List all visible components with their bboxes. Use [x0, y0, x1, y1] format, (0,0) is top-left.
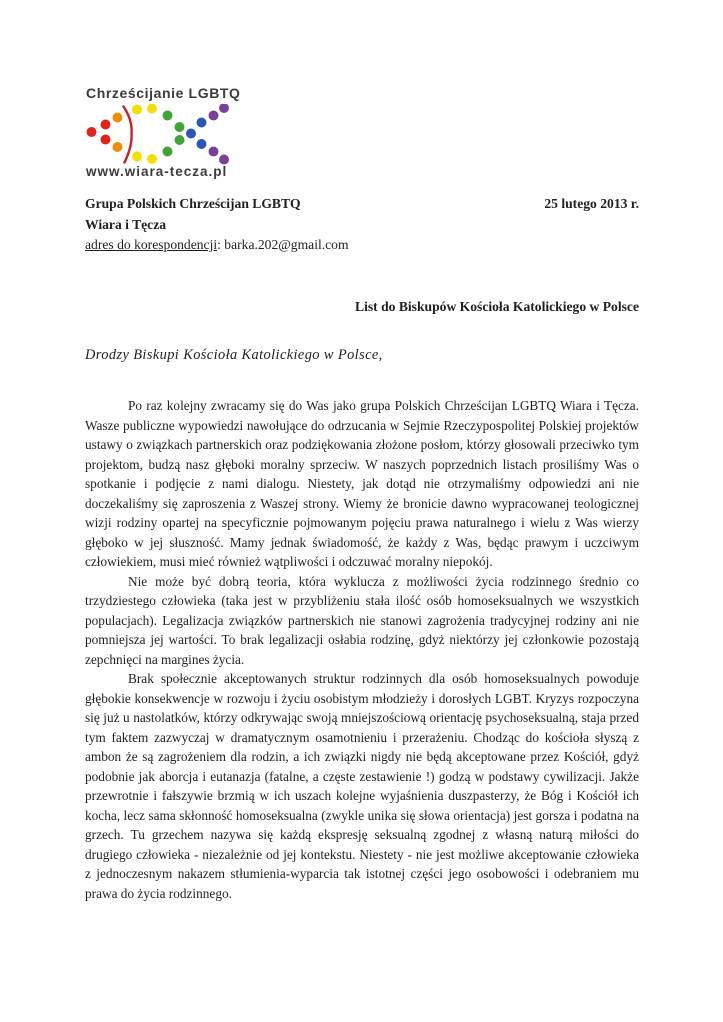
logo-website-text: www.wiara-tecza.pl — [86, 164, 228, 179]
sender-org-subname: Wiara i Tęcza — [85, 216, 167, 232]
logo-brand-text: Chrześcijanie LGBTQ — [86, 85, 241, 101]
sender-block — [85, 194, 639, 256]
letter-date: 25 lutego 2013 r. — [544, 196, 639, 211]
letter-salutation: Drodzy Biskupi Kościoła Katolickiego w Polsce, — [85, 347, 383, 363]
rainbow-fish-icon — [84, 104, 236, 165]
letter-title: List do Biskupów Kościoła Katolickiego w Polsce — [355, 299, 639, 314]
letter-paragraph-3: Brak społecznie akceptowanych struktur rodzinnych dla osób homoseksualnych powoduje głębokie konsekwencje w rozwoju i życiu osobistym młodzieży i dorosłych LGBT. Kryzys rozpoczyna się już u nastolatków, którzy odkrywając swoją mniejszościową orientację psychoseksualną, staja przed tym faktem zazwyczaj w dramatycznym osamotnieniu i przerażeniu. Chodząc do kościoła słyszą z ambon że są zagrożeniem dla rodzin, a ich związki nigdy nie będą akceptowane przez Kościół, gdyż podobnie jak aborcja i eutanazja (fatalne, a częste zestawienie !) godzą w podstawy cywilizacji. Jakże przewrotnie i fałszywie brzmią w ich uszach kolejne wyjaśnienia duszpasterzy, że Bóg i Kościół ich kocha, lecz sama skłonność homoseksualna (zwykle unika się słowa orientacja) jest gorsza i podatna na grzech. Tu grzechem nazywa się każdą ekspresję seksualną zgodnej z własną naturą miłości do drugiego człowieka - niezależnie od jej kontekstu. Niestety - nie jest możliwe akceptowanie człowieka z jednoczesnym nakazem stłumienia-wyparcia tak istotnej części jego osobowości i odebraniem mu prawa do życia rodzinnego. — [85, 671, 639, 901]
contact-email: : barka.202@gmail.com — [217, 237, 349, 253]
contact-label: adres do korespondencji — [85, 237, 218, 253]
sender-org-name: Grupa Polskich Chrześcijan LGBTQ — [85, 196, 301, 211]
letter-paragraph-2: Nie może być dobrą teoria, która wyklucza z możliwości życia rodzinnego średnio co trzydziestego człowieka (taka jest w przybliżeniu stała ilość osób homoseksualnych we wszystkich populacjach). Legalizacja związków partnerskich nie stanowi zagrożenia tradycyjnej rodziny ani nie pomniejsza jej wartości. To brak legalizacji osłabia rodzinę, gdyż niektórzy jej członkowie pozostają zepchnięci na margines życia. — [85, 573, 639, 667]
contact-line — [85, 235, 639, 256]
letter-body — [85, 396, 639, 903]
letter-paragraph-1: Po raz kolejny zwracamy się do Was jako grupa Polskich Chrześcijan LGBTQ Wiara i Tęcza. Wasze publiczne wypowiedzi nawołujące do odrzucania w Sejmie Rzeczypospolitej Polskiej projektów ustawy o związkach partnerskich oraz podziękowania złożone posłom, którzy głosowali przeciwko tym projektom, budzą nasz głęboki moralny sprzeciw. W naszych poprzednich listach prosiliśmy Was o spotkanie i podjęcie z nami dialogu. Niestety, jak dotąd nie otrzymaliśmy odpowiedzi ani nie doczekaliśmy się zaproszenia z Waszej strony. Wiemy że bronicie dawno wypracowanej teologicznej wizji rodziny opartej na specyficznie pojmowanym pojęciu prawa naturalnego i wielu z Was wierzy głęboko w jej słuszność. Mamy jednak świadomość, że każdy z Was, będąc prawym i uczciwym człowiekiem, musi mieć również wątpliwości i odczuwać moralny niepokój. — [85, 398, 639, 569]
